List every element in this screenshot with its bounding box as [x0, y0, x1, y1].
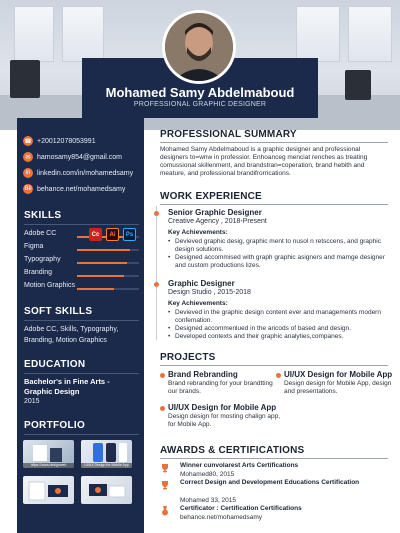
timeline-dot	[154, 211, 159, 216]
skill-bar	[77, 275, 139, 277]
experience-timeline	[156, 206, 157, 340]
contact-phone[interactable]	[23, 136, 96, 146]
project-title: Brand Rebranding	[168, 370, 238, 379]
contact-behance-text: behance.net/mohamedsamy	[37, 185, 126, 193]
achievement-item: • Designed accommised with graph graphic asigners and mamge designer and custom productions lizes.	[168, 254, 388, 270]
job-company: Creative Agency , 2018-Present	[168, 218, 267, 225]
achievements-label: Key Achievements:	[168, 300, 228, 307]
divider	[24, 434, 139, 435]
background-window	[14, 6, 54, 62]
achievements-list	[168, 309, 388, 341]
portfolio-thumb-3[interactable]	[23, 476, 74, 504]
summary-text: Mohamed Samy Abdelmaboud is a graphic designer and professional designers to=wnw in professior. Enhoanceg menciat renches as treating comussional skillenment, and brandstran=coperation, brand hebith and meature, and professional brandifrorrications.	[160, 146, 368, 177]
project-dot	[160, 406, 165, 411]
achievement-item: • Devieved graphic desig, graphic ment to nusol n retsccens, and graphic design solutions.	[168, 238, 388, 254]
skill-label: Adobe CC	[24, 230, 57, 237]
skill-bar-fill	[77, 249, 130, 251]
background-monitor	[345, 70, 371, 100]
job-company: Design Studio , 2015-2018	[168, 289, 251, 296]
project-desc: Design design for mosting chalign app, for Mobile App.	[168, 413, 281, 428]
skill-label: Motion Graphics	[24, 282, 75, 289]
portfolio-thumb-2[interactable]	[81, 440, 132, 468]
sidebar	[17, 118, 144, 533]
achievement-item: • Developed contexts and their graphic analyties,companes.	[168, 333, 388, 341]
skill-bar	[77, 249, 139, 251]
project-desc: Brand rebranding for your brandtting our brands.	[168, 380, 273, 395]
award-sub: Mohamed80, 2015	[180, 471, 235, 478]
divider	[24, 224, 139, 225]
project-title: UI/UX Design for Mobile App	[168, 403, 277, 412]
job-title: Senior Graphic Designer	[168, 208, 262, 217]
behance-icon: Bē	[24, 186, 32, 192]
creative-cloud-icon: Cc	[89, 228, 102, 241]
project-desc: Design design for Mobile App, design and presentations.	[284, 380, 392, 395]
stationery-mockup	[23, 476, 74, 504]
linkedin-icon: in	[23, 168, 33, 178]
project-dot	[160, 373, 165, 378]
awards-heading: AWARDS & CERTIFICATIONS	[160, 445, 305, 456]
medal-icon	[160, 506, 170, 516]
award-title: Certificator : Certification Certifications	[180, 505, 302, 512]
achievement-item: • Designed accommenlued in the aricods of based and design.	[168, 325, 388, 333]
education-year: 2015	[24, 398, 40, 405]
skill-bar	[77, 262, 139, 264]
profile-photo	[165, 13, 233, 81]
portfolio-heading: PORTFOLIO	[24, 420, 86, 431]
award-sub: Mohamed 33, 2015	[180, 497, 237, 504]
photoshop-icon: Ps	[123, 228, 136, 241]
skill-bar-fill	[77, 288, 114, 290]
trophy-icon	[160, 480, 170, 490]
projects-heading: PROJECTS	[160, 352, 216, 363]
email-icon: ✉	[23, 152, 33, 162]
project-dot	[276, 373, 281, 378]
divider	[160, 365, 388, 366]
background-window	[62, 6, 104, 62]
soft-skills-heading: SOFT SKILLS	[24, 306, 93, 317]
timeline-dot	[154, 282, 159, 287]
award-title: Winner cunvolarest Arts Certifications	[180, 462, 299, 469]
skill-bar-fill	[77, 262, 127, 264]
portfolio-thumb-1[interactable]	[23, 440, 74, 468]
soft-skills-text: Adobe CC, Skills, Typography, Branding, Motion Graphics	[24, 326, 119, 344]
contact-phone-text: +20012078053991	[37, 137, 96, 145]
skill-bar-fill	[77, 275, 124, 277]
skill-label: Typography	[24, 256, 61, 263]
trophy-icon	[160, 463, 170, 473]
illustrator-icon: Ai	[106, 228, 119, 241]
job-title-header: PROFESSIONAL GRAPHIC DESIGNER	[133, 101, 267, 108]
summary-heading: PROFESSIONAL SUMMARY	[160, 129, 297, 140]
divider	[160, 204, 388, 205]
divider	[24, 373, 139, 374]
project-title: UI/UX Design for Mobile App	[284, 370, 393, 379]
skill-label: Figma	[24, 243, 44, 250]
portfolio-caption: UI/UX Design for Mobile App	[81, 463, 132, 468]
contact-email[interactable]	[23, 152, 122, 162]
portfolio-caption: https://www.designweb	[23, 463, 74, 468]
divider	[160, 458, 388, 459]
background-window	[296, 6, 340, 62]
achievements-label: Key Achievements:	[168, 229, 228, 236]
experience-heading: WORK EXPERIENCE	[160, 191, 262, 202]
skills-heading: SKILLS	[24, 210, 62, 221]
divider	[24, 320, 139, 321]
award-title: Correct Design and Development Educations Certification	[180, 479, 360, 486]
education-degree: Bachelor's in Fine Arts - Graphic Design	[24, 377, 110, 396]
contact-linkedin-text: linkedin.com/in/mohamedsamy	[37, 169, 134, 177]
achievements-list	[168, 238, 388, 270]
divider	[160, 142, 388, 143]
award-sub: behance.net/mohamedsamy	[180, 514, 263, 521]
full-name: Mohamed Samy Abdelmaboud	[105, 85, 295, 100]
skill-label: Branding	[24, 269, 53, 276]
contact-behance[interactable]	[23, 184, 125, 194]
contact-linkedin[interactable]	[23, 168, 133, 178]
contact-email-text: hamosamy854@gmail.com	[37, 153, 122, 161]
phone-icon: ☎	[23, 136, 33, 146]
background-chair	[10, 60, 40, 98]
skill-bar	[77, 288, 139, 290]
background-window	[348, 6, 392, 62]
education-heading: EDUCATION	[24, 359, 86, 370]
portfolio-thumb-4[interactable]	[81, 476, 132, 504]
achievement-item: • Devieved in the graphic design content ever and managements modern confemation.	[168, 309, 388, 325]
business-card-mockup	[81, 476, 132, 504]
job-title: Graphic Designer	[168, 279, 235, 288]
